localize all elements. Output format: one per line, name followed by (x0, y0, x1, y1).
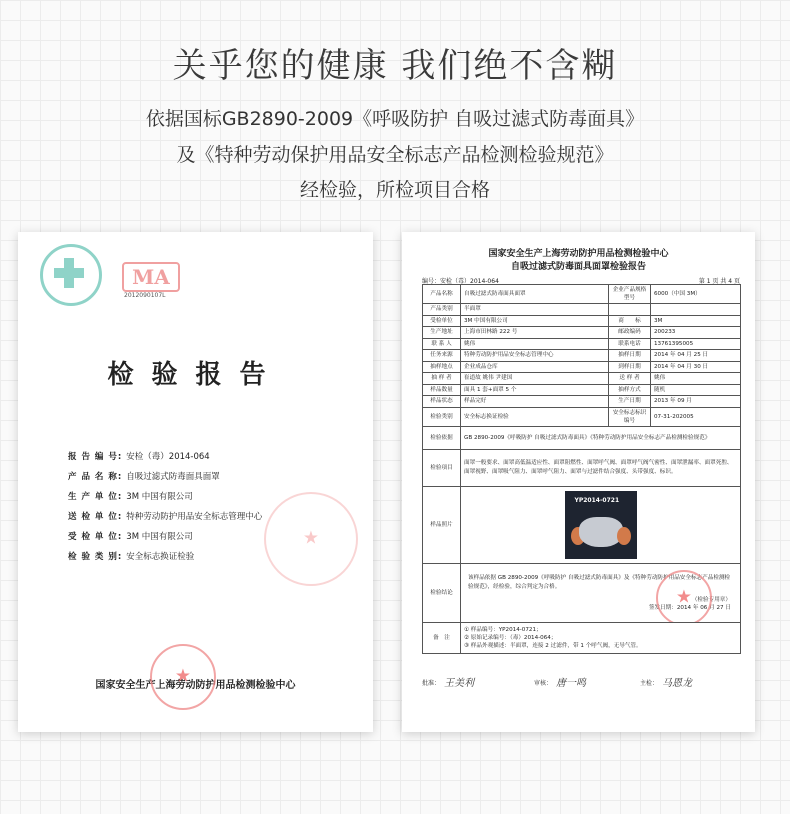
table-cell: 面具 1 套+面罩 5 个 (461, 384, 609, 396)
conclusion-value: 该样品依据 GB 2890-2009《呼吸防护 自吸过滤式防毒面具》及《特种劳动防护用品安全标志产品检测检验规范》，经检验，综合判定为合格。 (468, 574, 731, 590)
ma-code: 2012090107L (124, 292, 166, 299)
table-cell: 抽样方式 (609, 384, 651, 396)
table-cell: 2013 年 09 月 (651, 396, 741, 408)
report-field-value: 3M 中国有限公司 (126, 532, 193, 542)
standard-line-2: 及《特种劳动保护用品安全标志产品检测检验规范》 (176, 144, 614, 166)
remark-2: ② 原始记录编号：（毒）2014-064； (464, 634, 557, 641)
table-cell (651, 304, 741, 316)
table-row (423, 350, 741, 362)
review-signature: 唐一鸣 (556, 678, 586, 689)
standard-line-1: 依据国标GB2890-2009《呼吸防护 自吸过滤式防毒面具》 (145, 108, 645, 130)
report-field-label: 送 检 单 位: (68, 512, 123, 522)
table-cell: 安全标志换证检验 (461, 407, 609, 426)
report-field-value: 安检（毒）2014-064 (126, 452, 210, 462)
basis-label: 检验依据 (423, 426, 461, 449)
seal-stamp-icon (264, 492, 358, 586)
ma-stamp-icon: MA (122, 262, 180, 292)
table-cell: 半面罩 (461, 304, 609, 316)
table-cell: 崔道故 姚伟 尹建国 (461, 373, 609, 385)
table-cell: 任务来源 (423, 350, 461, 362)
table-cell: 抽样日期 (609, 350, 651, 362)
sample-photo (565, 491, 637, 559)
table-cell (609, 304, 651, 316)
table-cell: 6000（中国 3M） (651, 285, 741, 304)
issue-date: 2014 年 06 月 27 日 (676, 604, 731, 611)
inspection-seal-icon (656, 570, 712, 623)
table-row (423, 315, 741, 327)
inspection-report-page (402, 232, 755, 732)
red-seal-icon (150, 644, 216, 710)
conclusion-cell (461, 563, 741, 622)
table-cell: 检验类别 (423, 407, 461, 426)
table-row (423, 373, 741, 385)
page-info: 第 1 页 共 4 页 (698, 278, 740, 285)
remark-3: ③ 样品外观描述：半面罩，连接 2 过滤件，带 1 个呼气阀，无导气管。 (464, 642, 642, 649)
report-field (68, 450, 210, 462)
table-row (423, 396, 741, 408)
table-row (423, 304, 741, 316)
report-subtitle: 自吸过滤式防毒面具面罩检验报告 (510, 262, 646, 272)
table-cell: 送 样 者 (609, 373, 651, 385)
table-cell: 样品数量 (423, 384, 461, 396)
table-row (423, 622, 741, 653)
report-field (68, 490, 193, 502)
table-cell: 联 系 人 (423, 338, 461, 350)
table-cell: 抽样地点 (423, 361, 461, 373)
table-cell: 抽 样 者 (423, 373, 461, 385)
table-row (423, 563, 741, 622)
report-field (68, 470, 220, 482)
table-cell: 受检单位 (423, 315, 461, 327)
photo-tag: YP2014-0721 (574, 496, 620, 504)
table-cell: 3M (651, 315, 741, 327)
table-cell: 商 标 (609, 315, 651, 327)
approve-signature: 王美利 (444, 678, 474, 689)
remark-1: ① 样品编号：YP2014-0721； (464, 626, 542, 633)
report-field-value: 安全标志换证检验 (126, 552, 195, 562)
report-field-label: 生 产 单 位: (68, 492, 123, 502)
report-title: 检验报告 (107, 360, 284, 390)
report-field-label: 受 检 单 位: (68, 532, 123, 542)
table-row (423, 407, 741, 426)
table-cell: 自吸过滤式防毒面具面罩 (461, 285, 609, 304)
table-cell: 样品状态 (423, 396, 461, 408)
table-cell: 邮政编码 (609, 327, 651, 339)
stamp-text: （检验专用章） (691, 596, 731, 603)
table-row (423, 327, 741, 339)
table-cell: 安全标志标识编号 (609, 407, 651, 426)
review-label: 审核： (534, 680, 553, 687)
table-cell: 07-31-202005 (651, 407, 741, 426)
table-cell: 13761395005 (651, 338, 741, 350)
items-label: 检验项目 (423, 449, 461, 486)
table-cell: 2014 年 04 月 30 日 (651, 361, 741, 373)
basis-value: GB 2890-2009《呼吸防护 自吸过滤式防毒面具》《特种劳动防护用品安全标志产品检测检验规范》 (461, 426, 741, 449)
items-value: 面罩一般要求、面罩高低温适应性、面罩阻燃性、面罩呼气阀、面罩呼气阀气密性、面罩泄漏率、面罩死腔、面罩视野、面罩吸气阻力、面罩呼气阻力、面罩与过滤件结合强度、头带强度、标识。 (461, 449, 741, 486)
table-cell: 姚伟 (461, 338, 609, 350)
table-cell: 企业成品仓库 (461, 361, 609, 373)
table-cell: 随机 (651, 384, 741, 396)
issue-date-label: 签发日期： (648, 604, 677, 611)
table-row (423, 426, 741, 449)
logo-cross-bar-h (54, 268, 84, 278)
center-name: 国家安全生产上海劳动防护用品检测检验中心 (488, 249, 669, 259)
table-cell: 联系电话 (609, 338, 651, 350)
table-cell: 到样日期 (609, 361, 651, 373)
table-row (423, 338, 741, 350)
report-field-label: 报 告 编 号: (68, 452, 123, 462)
report-field-label: 检 验 类 别: (68, 552, 123, 562)
remarks-cell (461, 622, 741, 653)
inspect-label: 主检： (640, 680, 659, 687)
table-cell: 生产地址 (423, 327, 461, 339)
issuing-organization: 国家安全生产上海劳动防护用品检测检验中心 (95, 680, 296, 691)
table-cell: 企业产品规格型号 (609, 285, 651, 304)
table-cell: 产品类别 (423, 304, 461, 316)
table-cell: 3M 中国有限公司 (461, 315, 609, 327)
table-row (423, 361, 741, 373)
table-cell: 样品完好 (461, 396, 609, 408)
report-number: 编号：安检（毒）2014-064 (422, 278, 499, 285)
table-cell: 姚伟 (651, 373, 741, 385)
standard-line-3: 经检验，所检项目合格 (299, 179, 490, 201)
table-cell: 200233 (651, 327, 741, 339)
approve-label: 批准： (422, 680, 441, 687)
report-field-value: 3M 中国有限公司 (126, 492, 193, 502)
table-row (423, 449, 741, 486)
table-cell: 上海市田林路 222 号 (461, 327, 609, 339)
report-field (68, 530, 193, 542)
table-cell: 特种劳动防护用品安全标志管理中心 (461, 350, 609, 362)
report-table (422, 284, 741, 654)
report-field-value: 特种劳动防护用品安全标志管理中心 (126, 512, 263, 522)
table-cell: 生产日期 (609, 396, 651, 408)
report-field-label: 产 品 名 称: (68, 472, 123, 482)
table-cell: 2014 年 04 月 25 日 (651, 350, 741, 362)
photo-cell (461, 486, 741, 563)
table-row (423, 384, 741, 396)
inspect-signature: 马恩龙 (662, 678, 692, 689)
table-row (423, 285, 741, 304)
report-field (68, 510, 262, 522)
headline: 关乎您的健康 我们绝不含糊 (172, 46, 618, 86)
photo-label: 样品照片 (423, 486, 461, 563)
table-cell: 产品名称 (423, 285, 461, 304)
table-row (423, 486, 741, 563)
report-field (68, 550, 194, 562)
mask-icon (579, 517, 623, 547)
conclusion-label: 检验结论 (423, 563, 461, 622)
report-field-value: 自吸过滤式防毒面具面罩 (126, 472, 220, 482)
filter-cartridge-icon (617, 527, 631, 545)
inspection-report-cover (18, 232, 373, 732)
remarks-label: 备 注 (423, 622, 461, 653)
